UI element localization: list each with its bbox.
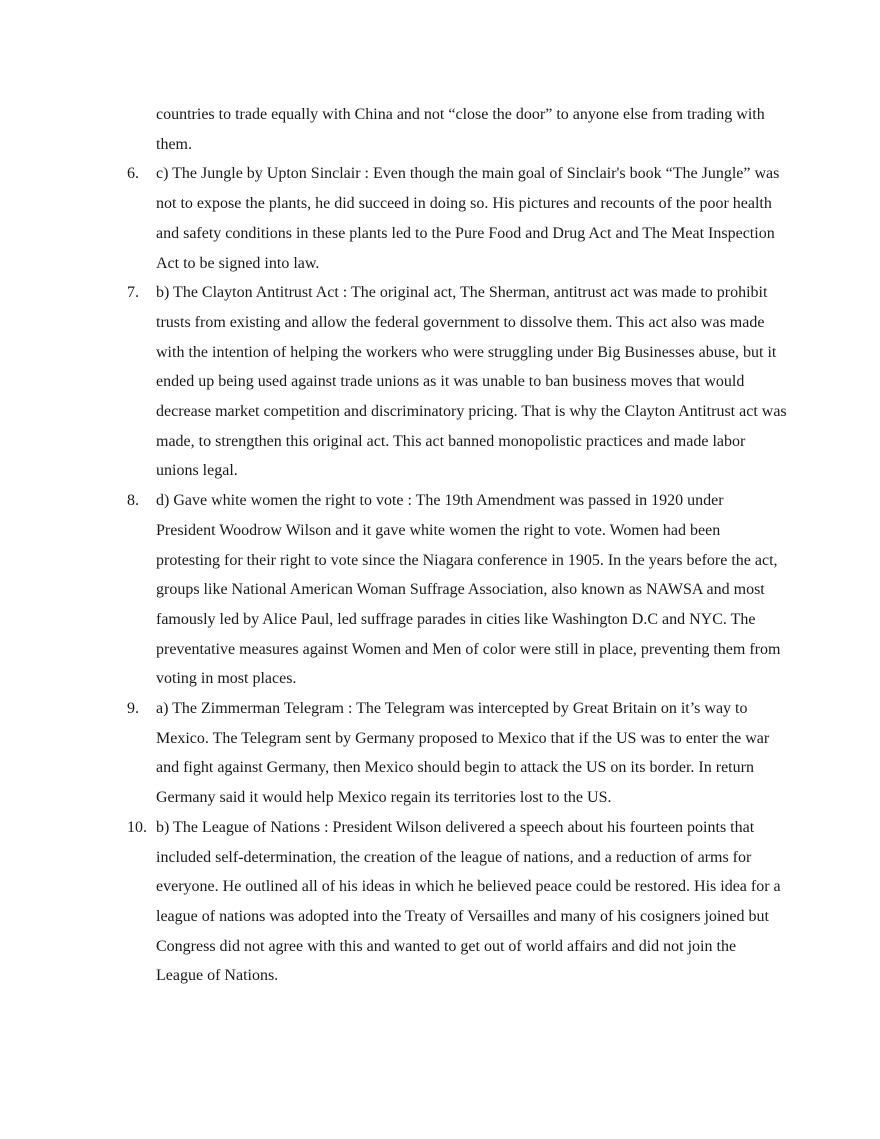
list-item-text: b) The League of Nations : President Wilson delivered a speech about his fourteen points that included self-determination, the creation of the league of nations, and a reduction of arms for everyone. He outlined all of his ideas in which he believed peace could be restored. His idea for a league of nations was adopted into the Treaty of Versailles and many of his cosigners joined but Congress did not agree with this and wanted to get out of world affairs and did not join the League of Nations. [156,818,781,985]
list-item-10 [127,813,787,991]
list-item-7 [127,278,787,486]
list-number: 6. [127,165,139,183]
list-number: 7. [127,284,139,302]
list-item-text: b) The Clayton Antitrust Act : The original act, The Sherman, antitrust act was made to prohibit trusts from existing and allow the federal government to dissolve them. This act also was made with the intention of helping the workers who were struggling under Big Businesses abuse, but it ended up being used against trade unions as it was unable to ban business moves that would decrease market competition and discriminatory pricing. That is why the Clayton Antitrust act was made, to strengthen this original act. This act banned monopolistic practices and made labor unions legal. [156,284,787,480]
list-number: 9. [127,700,139,718]
continuation-paragraph: countries to trade equally with China and not “close the door” to anyone else from trading with them. [156,106,765,153]
list-number: 10. [127,818,147,836]
list-number: 8. [127,492,139,510]
list-item-9 [127,694,787,813]
list-item-text: a) The Zimmerman Telegram : The Telegram was intercepted by Great Britain on it’s way to Mexico. The Telegram sent by Germany proposed to Mexico that if the US was to enter the war and fight against Germany, then Mexico should begin to attack the US on its border. In return Germany said it would help Mexico regain its territories lost to the US. [156,700,770,807]
list-item-8 [127,486,787,694]
list-item-text: d) Gave white women the right to vote : The 19th Amendment was passed in 1920 under President Woodrow Wilson and it gave white women the right to vote. Women had been protesting for their right to vote since the Niagara conference in 1905. In the years before the act, groups like National American Woman Suffrage Association, also known as NAWSA and most famously led by Alice Paul, led suffrage parades in cities like Washington D.C and NYC. The preventative measures against Women and Men of color were still in place, preventing them from voting in most places. [156,492,781,688]
list-item-text: c) The Jungle by Upton Sinclair : Even though the main goal of Sinclair's book “The Jungle” was not to expose the plants, he did succeed in doing so. His pictures and recounts of the poor health and safety conditions in these plants led to the Pure Food and Drug Act and The Meat Inspection Act to be signed into law. [156,165,780,272]
document-body [127,100,787,991]
list-item-6 [127,159,787,278]
